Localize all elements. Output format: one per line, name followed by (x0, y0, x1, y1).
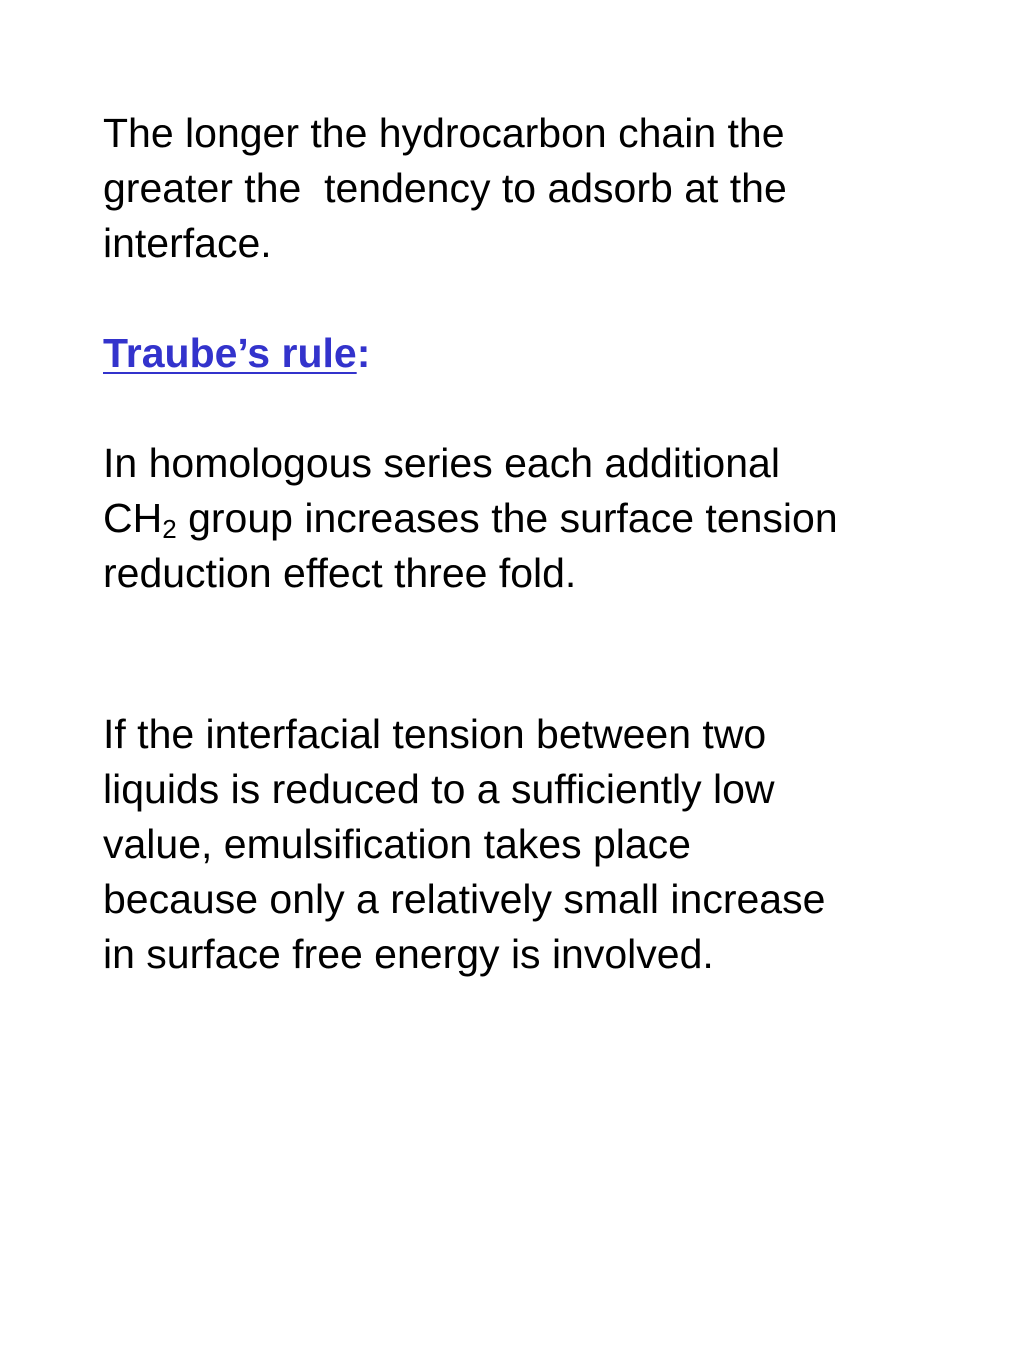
traubes-rule-heading (103, 326, 983, 381)
paragraph-line: The longer the hydrocarbon chain the (103, 110, 785, 156)
paragraph-hydrocarbon-chain (103, 106, 983, 271)
paragraph-line: interface. (103, 220, 272, 266)
paragraph-line: in surface free energy is involved. (103, 931, 714, 977)
traubes-rule-link[interactable]: Traube’s rule (103, 330, 357, 376)
paragraph-homologous-series (103, 436, 983, 601)
paragraph-line: In homologous series each additional (103, 440, 780, 486)
paragraph-line: because only a relatively small increase (103, 876, 826, 922)
paragraph-line: value, emulsification takes place (103, 821, 691, 867)
paragraph-interfacial-tension (103, 707, 983, 982)
paragraph-line: reduction effect three fold. (103, 550, 577, 596)
paragraph-line: greater the tendency to adsorb at the (103, 165, 787, 211)
paragraph-line: liquids is reduced to a sufficiently low (103, 766, 775, 812)
heading-colon: : (356, 330, 371, 376)
paragraph-line: group increases the surface tension (176, 495, 838, 541)
formula-ch: CH (103, 495, 163, 541)
paragraph-line: If the interfacial tension between two (103, 711, 767, 757)
ch2-formula (103, 495, 177, 544)
formula-subscript: 2 (162, 514, 177, 544)
